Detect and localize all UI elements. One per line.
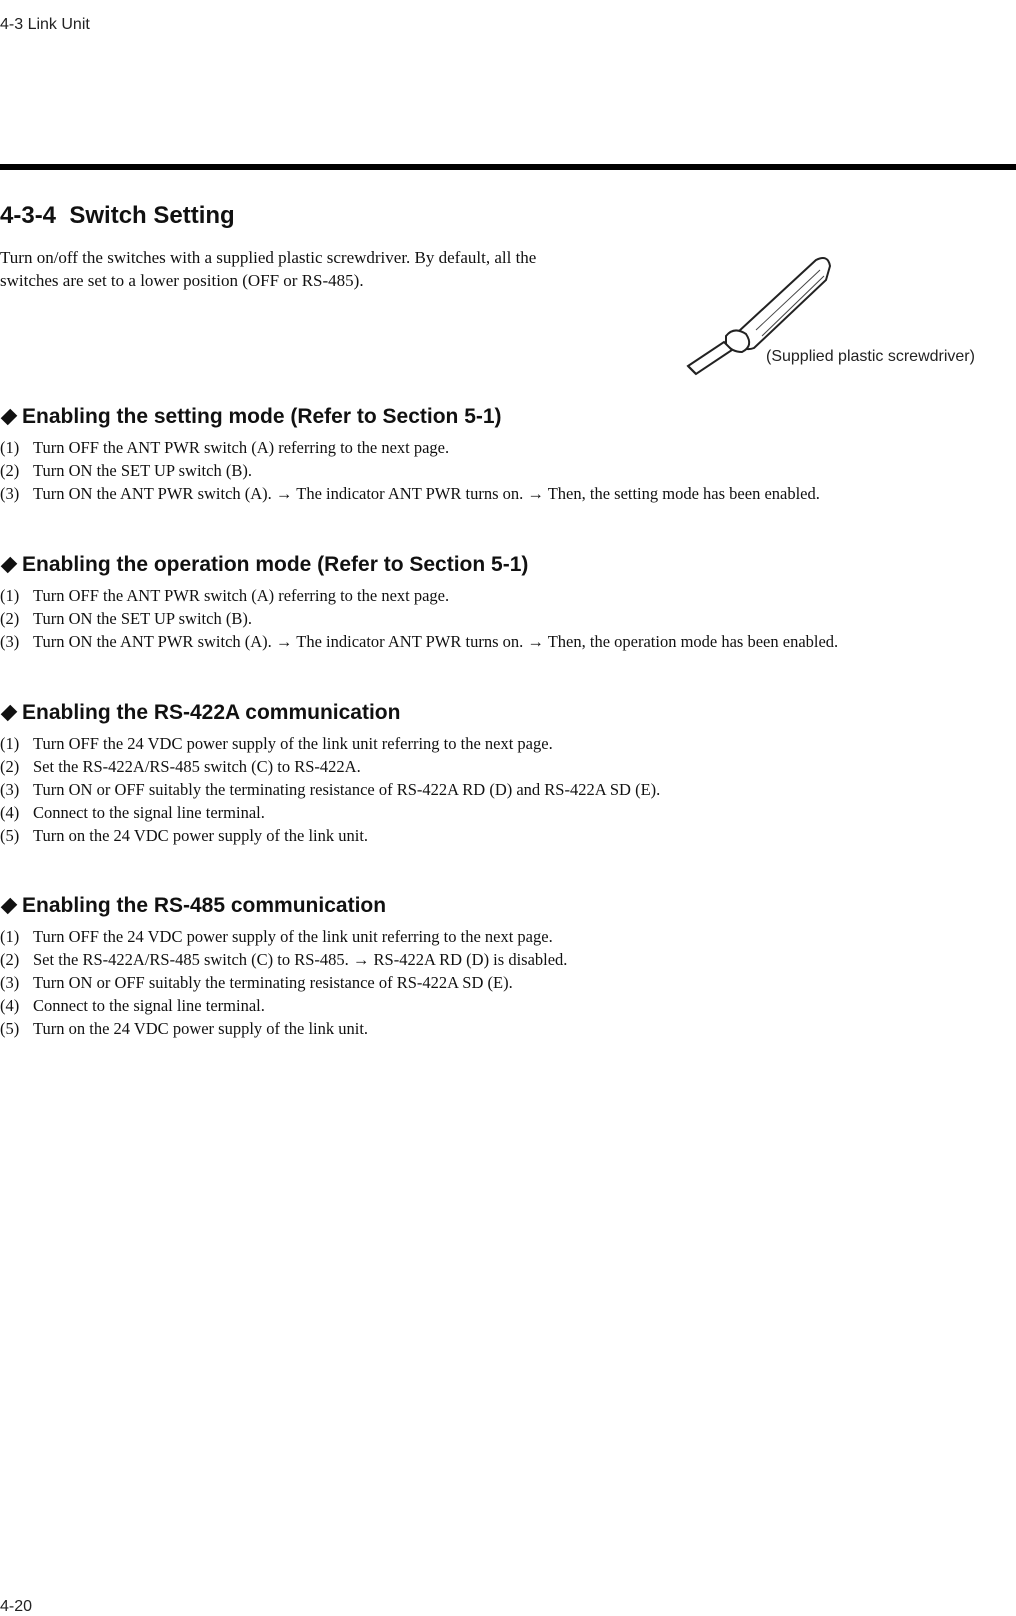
block-heading-text: Enabling the operation mode (Refer to Section 5-1) [22,553,529,576]
block-heading-text: Enabling the setting mode (Refer to Section 5-1) [22,405,502,428]
step-text: Turn on the 24 VDC power supply of the link unit. [33,826,369,845]
list-item [0,584,838,607]
step-text: Turn OFF the 24 VDC power supply of the link unit referring to the next page. [33,734,553,753]
list-item [0,607,838,630]
list-item [0,1017,567,1040]
block-heading [0,891,567,921]
list-item [0,436,820,459]
block-heading [0,550,838,580]
step-number: (1) [0,734,20,753]
step-text: Set the RS-422A/RS-485 switch (C) to RS-422A. [33,757,361,776]
block-heading [0,402,820,432]
step-number: (4) [0,996,20,1015]
step-text: Turn on the 24 VDC power supply of the link unit. [33,1019,369,1038]
page-number: 4-20 [0,1598,33,1615]
block-heading [0,698,660,728]
step-list [0,925,567,1040]
diamond-bullet-icon [1,557,18,574]
step-text: Turn OFF the ANT PWR switch (A) referring to the next page. [33,438,450,457]
list-item [0,948,567,971]
step-list [0,732,660,847]
step-number: (3) [0,632,20,651]
intro-paragraph [0,246,600,292]
step-number: (2) [0,461,20,480]
list-item [0,971,567,994]
list-item [0,482,820,505]
rs422a-section [0,698,660,847]
list-item [0,755,660,778]
step-number: (5) [0,826,20,845]
step-text: Turn OFF the ANT PWR switch (A) referring to the next page. [33,586,450,605]
step-text: Turn ON or OFF suitably the terminating resistance of RS-422A SD (E). [33,973,513,992]
step-text: Turn ON the ANT PWR switch (A). → The indicator ANT PWR turns on. → Then, the operation mode has been enabled. [33,632,839,651]
list-item [0,994,567,1017]
list-item [0,732,660,755]
intro-line: Turn on/off the switches with a supplied plastic screwdriver. By default, all the [0,248,537,267]
step-number: (1) [0,438,20,457]
step-text: Turn ON the SET UP switch (B). [33,609,252,628]
step-text: Turn OFF the 24 VDC power supply of the link unit referring to the next page. [33,927,553,946]
step-number: (2) [0,757,20,776]
operation-mode-section [0,550,838,653]
diamond-bullet-icon [1,409,18,426]
step-number: (4) [0,803,20,822]
step-number: (3) [0,973,20,992]
list-item [0,824,660,847]
list-item [0,778,660,801]
step-text: Set the RS-422A/RS-485 switch (C) to RS-485. → RS-422A RD (D) is disabled. [33,950,568,969]
diamond-bullet-icon [1,705,18,722]
running-head: 4-3 Link Unit [0,16,90,33]
step-number: (5) [0,1019,20,1038]
step-number: (3) [0,780,20,799]
step-number: (1) [0,586,20,605]
intro-line: switches are set to a lower position (OFF or RS-485). [0,271,364,290]
figure-caption: (Supplied plastic screwdriver) [766,348,975,365]
list-item [0,925,567,948]
list-item [0,459,820,482]
step-number: (2) [0,609,20,628]
step-text: Connect to the signal line terminal. [33,996,265,1015]
block-heading-text: Enabling the RS-485 communication [22,894,387,917]
list-item [0,801,660,824]
step-text: Turn ON the SET UP switch (B). [33,461,252,480]
setting-mode-section [0,402,820,505]
step-list [0,584,838,653]
section-title: 4-3-4 Switch Setting [0,202,235,229]
step-text: Turn ON the ANT PWR switch (A). → The indicator ANT PWR turns on. → Then, the setting mode has been enabled. [33,484,820,503]
rs485-section [0,891,567,1040]
diamond-bullet-icon [1,898,18,915]
step-text: Connect to the signal line terminal. [33,803,265,822]
step-list [0,436,820,505]
step-number: (2) [0,950,20,969]
step-number: (3) [0,484,20,503]
step-number: (1) [0,927,20,946]
list-item [0,630,838,653]
header-rule [0,164,1016,170]
block-heading-text: Enabling the RS-422A communication [22,701,401,724]
step-text: Turn ON or OFF suitably the terminating resistance of RS-422A RD (D) and RS-422A SD (E). [33,780,661,799]
